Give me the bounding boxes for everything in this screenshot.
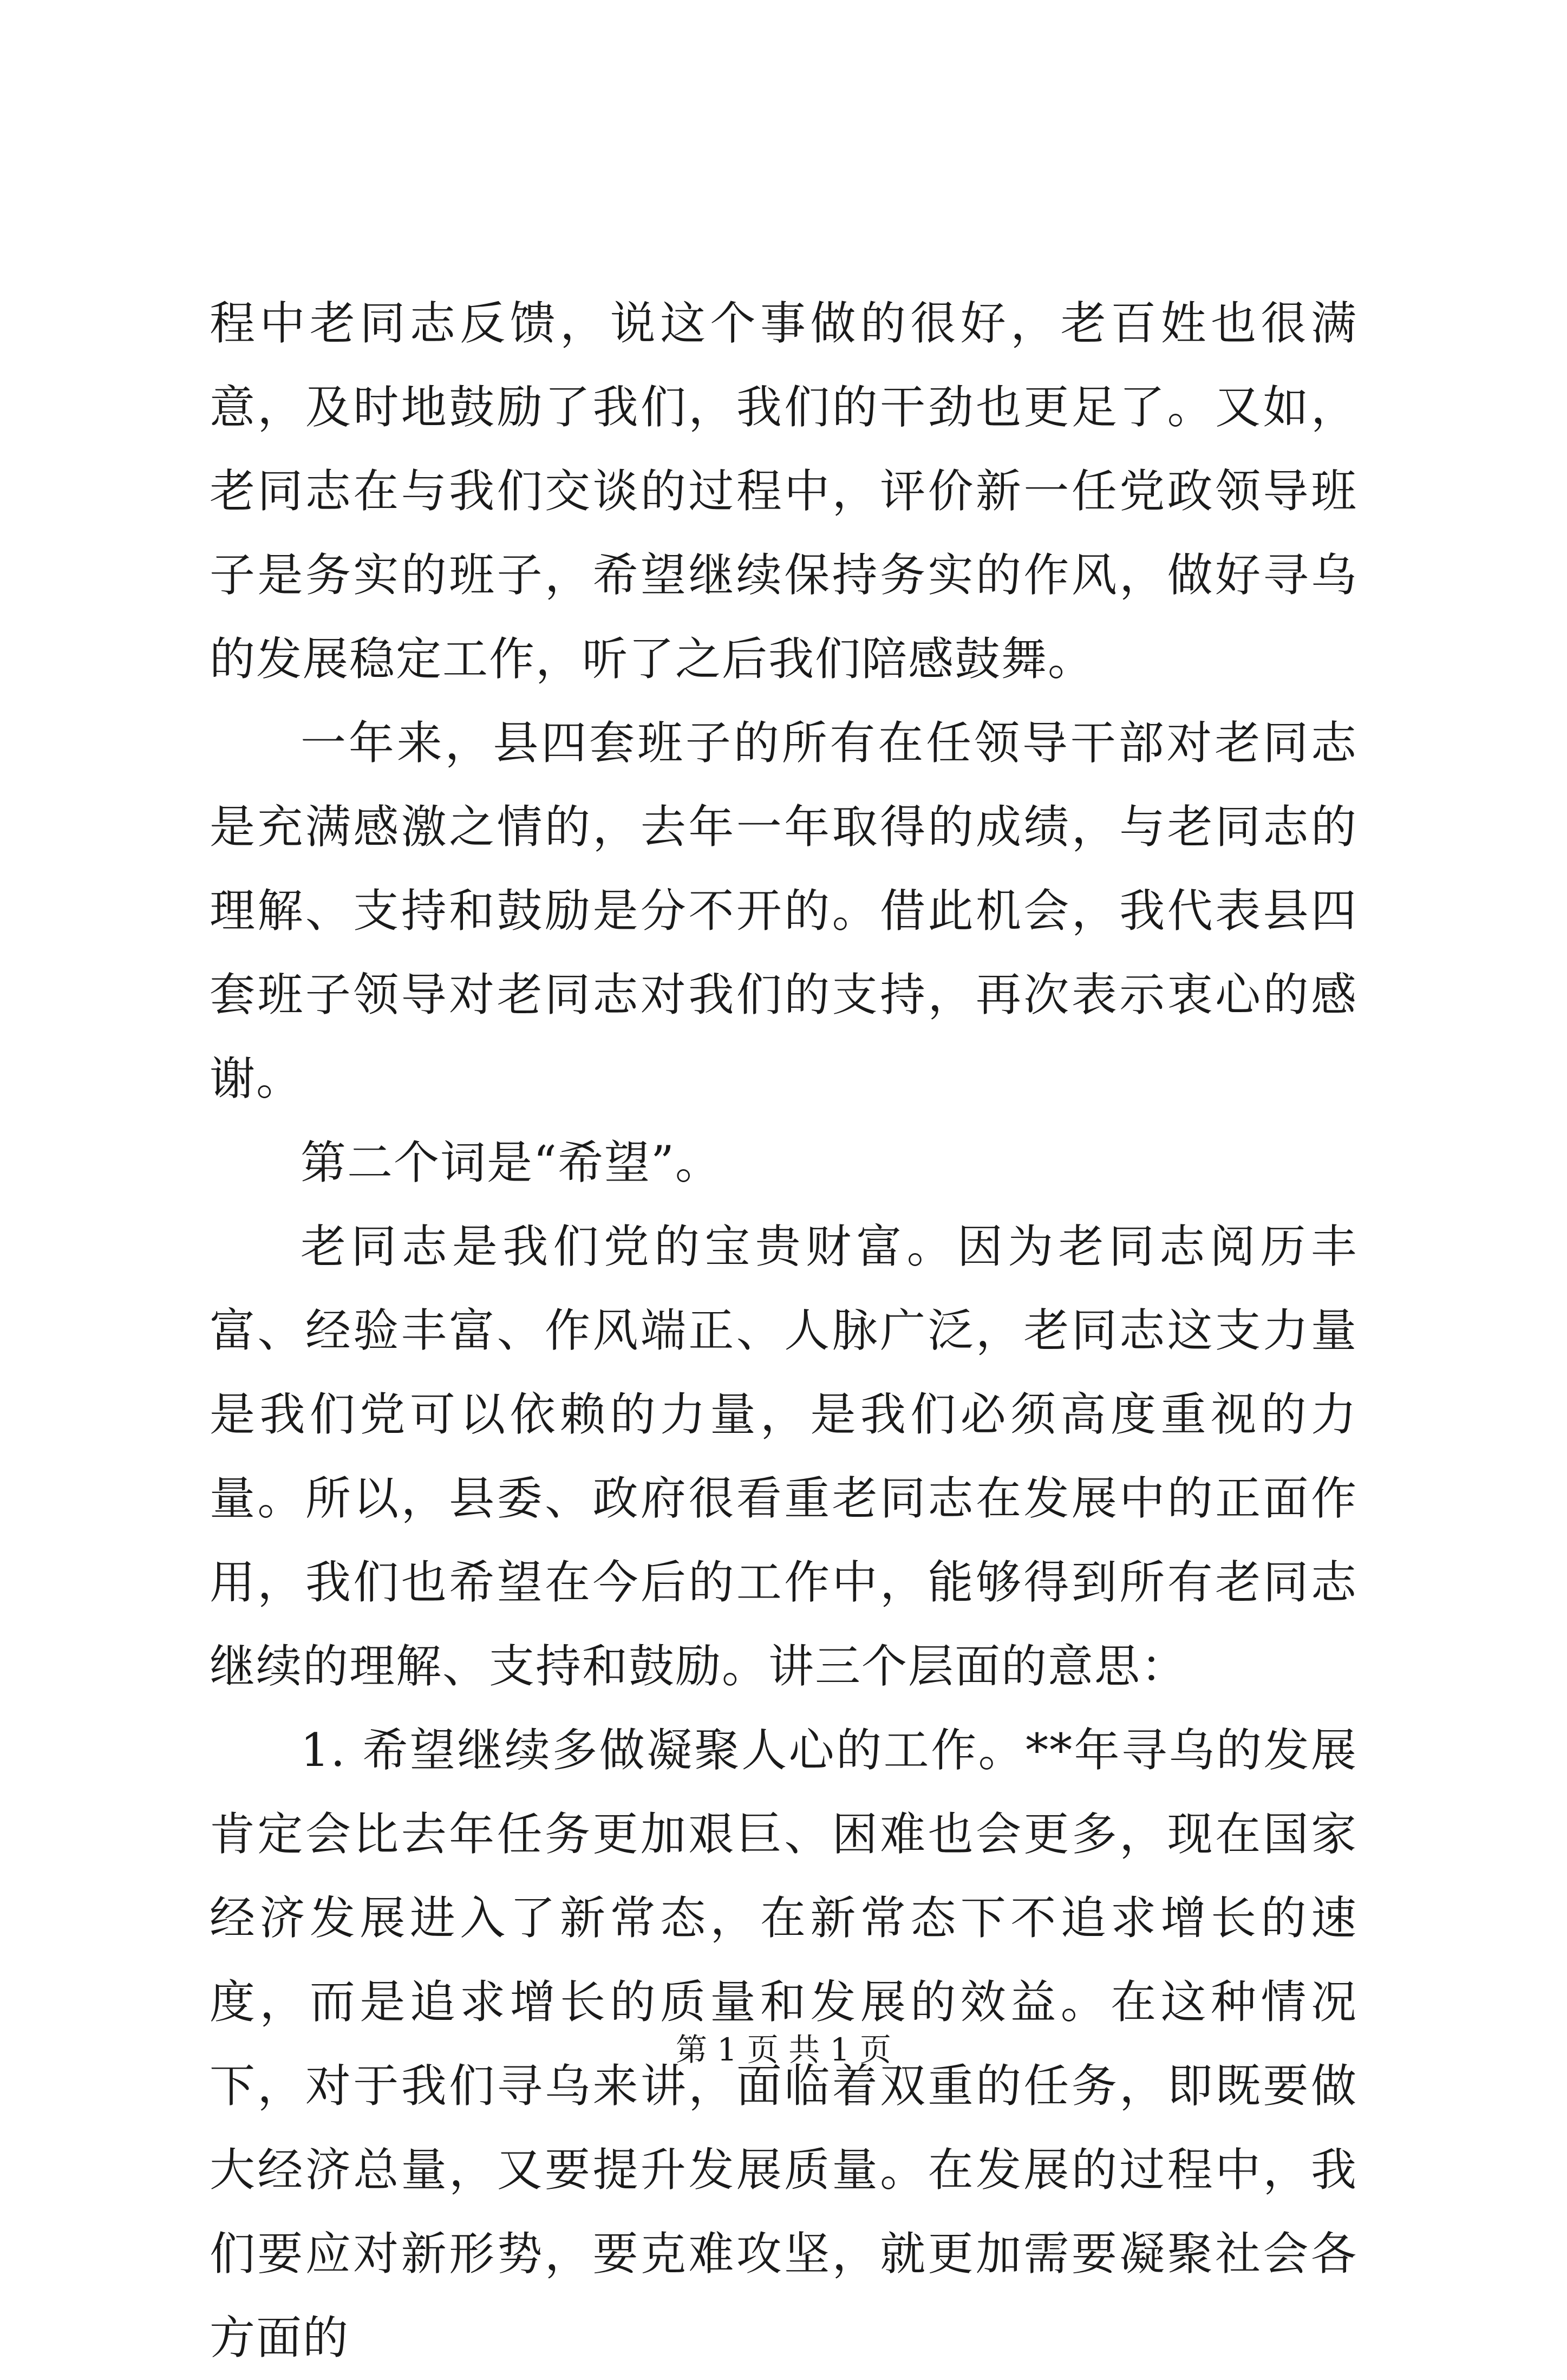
paragraph-1: 程中老同志反馈，说这个事做的很好，老百姓也很满意，及时地鼓励了我们，我们的干劲也更足了。又如，老同志在与我们交谈的过程中，评价新一任党政领导班子是务实的班子，希望继续保持务实的作风，做好寻乌的发展稳定工作，听了之后我们陪感鼓舞。 <box>210 297 1357 686</box>
page-footer: 第 1 页 共 1 页 <box>676 2031 891 2068</box>
paragraph-4: 老同志是我们党的宝贵财富。因为老同志阅历丰富、经验丰富、作风端正、人脉广泛，老同志这支力量是我们党可以依赖的力量，是我们必须高度重视的力量。所以，县委、政府很看重老同志在发展中的正面作用，我们也希望在今后的工作中，能够得到所有老同志继续的理解、支持和鼓励。讲三个层面的意思： <box>210 1220 1357 1693</box>
paragraph-2: 一年来，县四套班子的所有在任领导干部对老同志是充满感激之情的，去年一年取得的成绩，与老同志的理解、支持和鼓励是分不开的。借此机会，我代表县四套班子领导对老同志对我们的支持，再次表示衷心的感谢。 <box>210 716 1357 1105</box>
paragraph-5: 1. 希望继续多做凝聚人心的工作。**年寻乌的发展肯定会比去年任务更加艰巨、困难也会更多，现在国家经济发展进入了新常态，在新常态下不追求增长的速度，而是追求增长的质量和发展的效益。在这种情况下，对于我们寻乌来讲，面临着双重的任务，即既要做大经济总量，又要提升发展质量。在发展的过程中，我们要应对新形势，要克难攻坚，就更加需要凝聚社会各方面的 <box>210 1724 1357 2364</box>
paragraph-3: 第二个词是“希望”。 <box>301 1136 722 1189</box>
